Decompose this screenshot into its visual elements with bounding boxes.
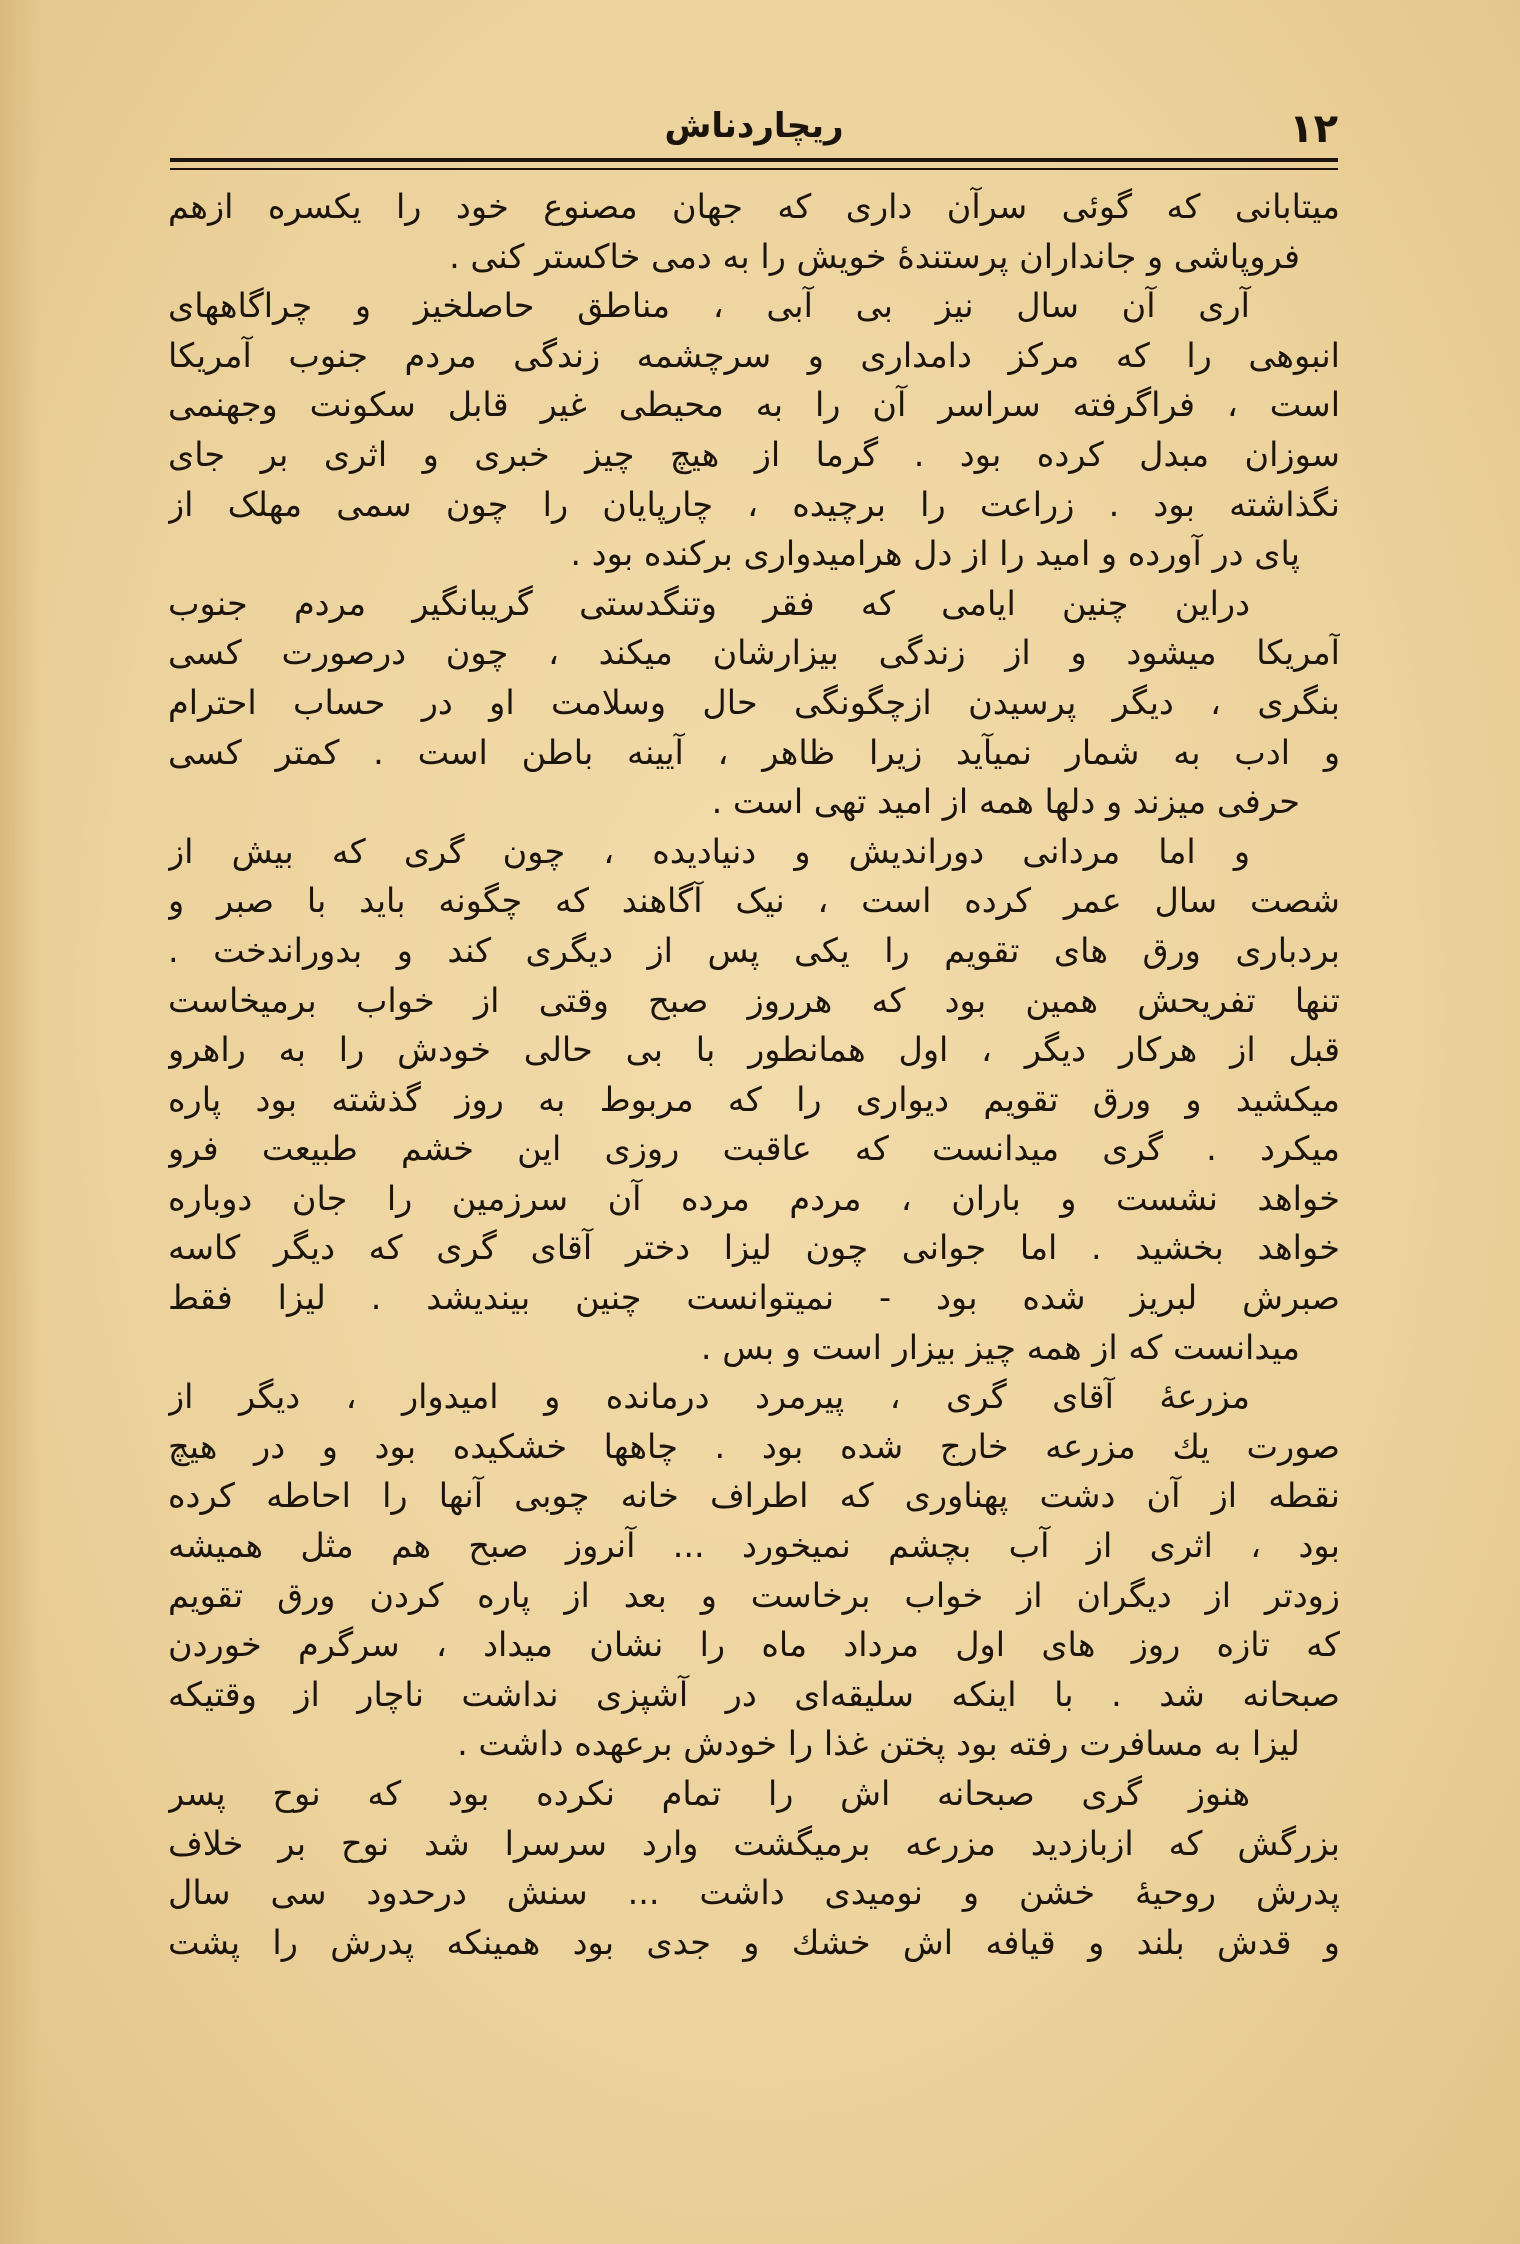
text-line: قبل از هرکار دیگر ، اول همانطور با بی حالی خودش را به راهرو	[168, 1030, 1340, 1070]
text-line: است ، فراگرفته سراسر آن را به محیطی غیر قابل سکونت وجهنمی	[168, 385, 1340, 425]
running-title: ریچاردناش	[664, 106, 844, 146]
page-number: ۱۲	[1289, 106, 1338, 152]
text-line: آمریکا میشود و از زندگی بیزارشان میکند ، چون درصورت کسی	[168, 633, 1340, 673]
page-edge-shadow	[0, 0, 40, 2244]
text-line: بزرگش که ازبازدید مزرعه برمیگشت وارد سرسرا شد نوح بر خلاف	[168, 1823, 1340, 1863]
text-line: صورت یك مزرعه خارج شده بود . چاهها خشکیده بود و در هیچ	[168, 1426, 1340, 1466]
text-line: هنوز گری صبحانه اش را تمام نکرده بود که نوح پسر	[168, 1774, 1250, 1813]
text-line: خواهد بخشید . اما جوانی چون لیزا دختر آقای گری که دیگر کاسه	[168, 1228, 1340, 1268]
text-line: که تازه روز های اول مرداد ماه را نشان میداد ، سرگرم خوردن	[168, 1625, 1340, 1665]
text-line: شصت سال عمر کرده است ، نیک آگاهند که چگونه باید با صبر و	[168, 881, 1340, 921]
header-rule-thin	[170, 168, 1338, 170]
text-line: میتابانی که گوئی سرآن داری که جهان مصنوع خود را یکسره ازهم	[168, 187, 1340, 226]
header-rule	[170, 158, 1338, 162]
text-line: مزرعهٔ آقای گری ، پیرمرد درمانده و امیدوار ، دیگر از	[168, 1377, 1250, 1417]
text-line: صبحانه شد . با اینکه سلیقه‌ای در آشپزی نداشت ناچار از وقتیکه	[168, 1674, 1340, 1714]
text-line: نقطه از آن دشت پهناوری که اطراف خانه چوبی آنها را احاطه کرده	[168, 1476, 1340, 1516]
text-line: لیزا به مسافرت رفته بود پختن غذا را خودش برعهده داشت .	[457, 1724, 1300, 1764]
text-line: میکشید و ورق تقویم دیواری را که مربوط به روز گذشته بود پاره	[168, 1079, 1340, 1119]
text-line: دراین چنین ایامی که فقر وتنگدستی گریبانگیر مردم جنوب	[168, 583, 1250, 623]
text-line: میدانست که از همه چیز بیزار است و بس .	[700, 1327, 1300, 1367]
paragraph	[168, 1372, 1340, 1769]
text-line: حرفی میزند و دلها همه از امید تهی است .	[711, 782, 1300, 822]
text-line: آری آن سال نیز بی آبی ، مناطق حاصلخیز و چراگاههای	[168, 286, 1250, 326]
text-line: نگذاشته بود . زراعت را برچیده ، چارپایان را چون سمی مهلک از	[168, 484, 1340, 524]
page-header	[170, 100, 1338, 160]
text-line: میکرد . گری میدانست که عاقبت روزی این خشم طبیعت فرو	[168, 1129, 1340, 1169]
text-line: بود ، اثری از آب بچشم نمیخورد ... آنروز صبح هم مثل همیشه	[168, 1526, 1340, 1566]
text-line: انبوهی را که مرکز دامداری و سرچشمه زندگی مردم جنوب آمریکا	[168, 335, 1340, 375]
text-line: فروپاشی و جانداران پرستندهٔ خویش را به دمی خاکستر کنی .	[449, 236, 1300, 276]
text-line: صبرش لبریز شده بود - نمیتوانست چنین بیندیشد . لیزا فقط	[168, 1278, 1340, 1318]
paragraph	[168, 281, 1340, 579]
paragraph	[168, 182, 1340, 281]
text-line: و اما مردانی دوراندیش و دنیادیده ، چون گری که بیش از	[168, 831, 1250, 871]
text-line: و قدش بلند و قیافه اش خشك و جدی بود همینکه پدرش را پشت	[168, 1922, 1340, 1962]
text-line: پدرش روحیهٔ خشن و نومیدی داشت ... سنش درحدود سی سال	[168, 1873, 1340, 1913]
text-line: تنها تفریحش همین بود که هرروز صبح وقتی از خواب برمیخاست	[168, 980, 1340, 1020]
text-line: سوزان مبدل کرده بود . گرما از هیچ چیز خبری و اثری بر جای	[168, 434, 1340, 474]
paragraph	[168, 827, 1340, 1373]
text-line: پای در آورده و امید را از دل هرامیدواری برکنده بود .	[570, 534, 1300, 574]
paragraph	[168, 579, 1340, 827]
text-line: بردباری ورق های تقویم را یکی پس از دیگری کند و بدوراندخت .	[168, 930, 1340, 970]
body-text	[168, 182, 1340, 2202]
text-line: بنگری ، دیگر پرسیدن ازچگونگی حال وسلامت او در حساب احترام	[168, 682, 1340, 722]
text-line: خواهد نشست و باران ، مردم مرده آن سرزمین را جان دوباره	[168, 1178, 1340, 1218]
paragraph	[168, 1769, 1340, 1967]
text-line: زودتر از دیگران از خواب برخاست و بعد از پاره کردن ورق تقویم	[168, 1575, 1340, 1615]
text-line: و ادب به شمار نمیآید زیرا ظاهر ، آیینه باطن است . کمتر کسی	[168, 732, 1340, 772]
